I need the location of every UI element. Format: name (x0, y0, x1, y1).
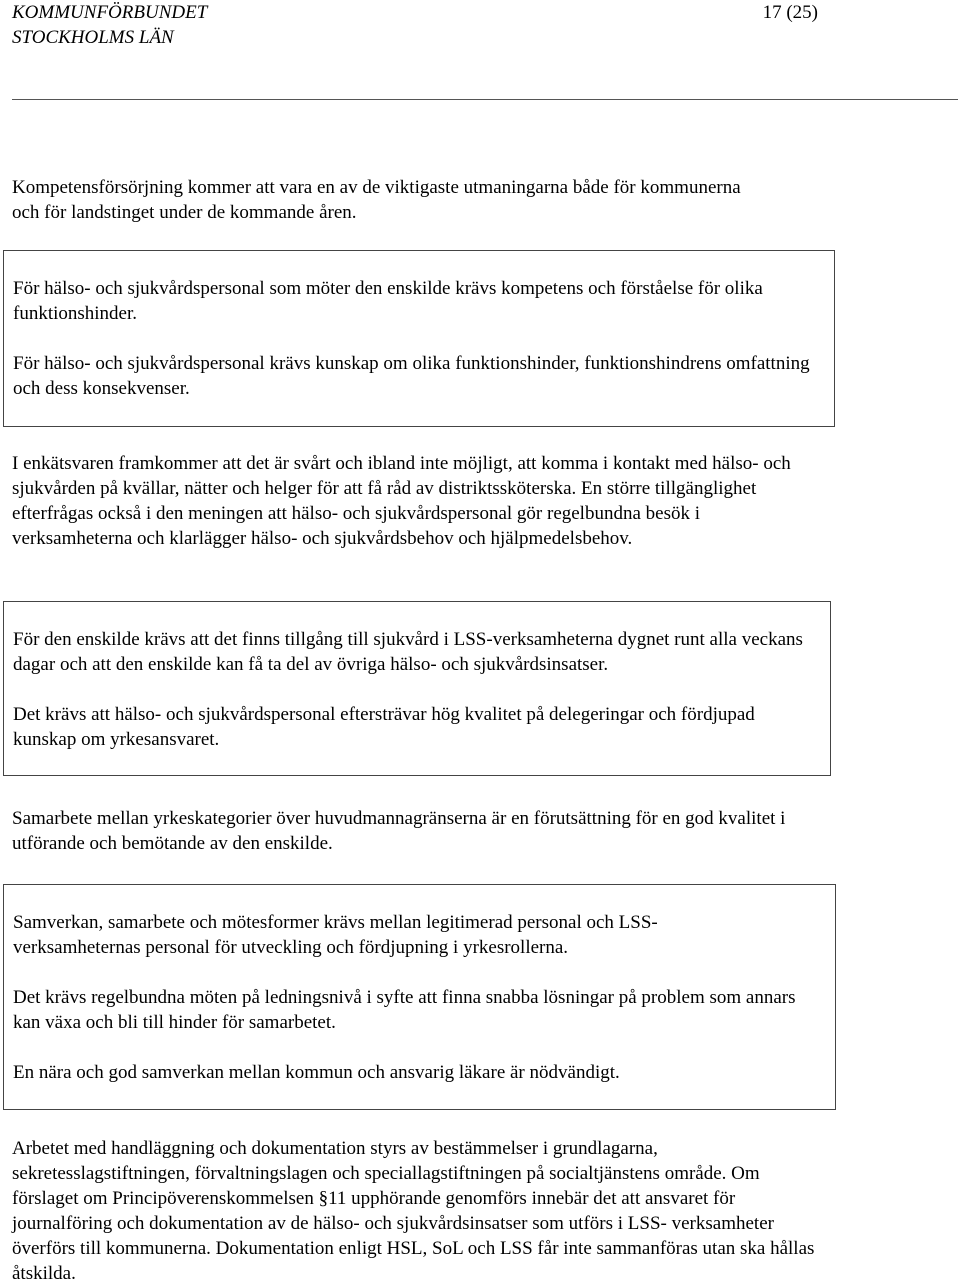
paragraph-survey (12, 451, 812, 551)
paragraph-competence (12, 175, 842, 225)
page-number: 17 (25) (762, 2, 818, 23)
paragraph-text: Samarbete mellan yrkeskategorier över huvudmannagränserna är en förutsättning för en god kvalitet i utförande och bemötande av den enskilde. (12, 808, 786, 854)
paragraph-text: Kompetensförsörjning kommer att vara en av de viktigaste utmaningarna både för kommunerna och för landstinget under de kommande åren. (12, 177, 741, 223)
box-paragraph: För hälso- och sjukvårdspersonal krävs kunskap om olika funktionshinder, funktionshindrens omfattning och dess konsekvenser. (13, 353, 810, 399)
organization-name-line1: KOMMUNFÖRBUNDET (12, 2, 208, 23)
header-divider (12, 99, 958, 100)
paragraph-documentation (12, 1136, 830, 1286)
box-paragraph: En nära och god samverkan mellan kommun och ansvarig läkare är nödvändigt. (13, 1062, 620, 1083)
paragraph-cooperation (12, 806, 822, 856)
paragraph-text: I enkätsvaren framkommer att det är svårt och ibland inte möjligt, att komma i kontakt med hälso- och sjukvården på kvällar, nätter och helger för att få råd av distriktssköterska. En större tillgänglighet efterfrågas också i den meningen att hälso- och sjukvårdspersonal gör regelbundna besök i verksamheterna och klarlägger hälso- och sjukvårdsbehov och hjälpmedelsbehov. (12, 453, 791, 549)
organization-name (12, 0, 207, 50)
paragraph-text: Arbetet med handläggning och dokumentation styrs av bestämmelser i grundlagarna, sekretesslagstiftningen, förvaltningslagen och speciallagstiftningen på socialtjänstens område. Om förslaget om Principöverenskommelsen §11 upphörande genomförs innebär det att ansvaret för journalföring och dokumentation av de hälso- och sjukvårdsinsatser som utförs i LSS- verksamheter överförs till kommunerna. Dokumentation enligt HSL, SoL och LSS får inte sammanföras utan ska hållas åtskilda. (12, 1138, 815, 1284)
highlight-box-healthcare-access (3, 601, 831, 776)
box-paragraph: För hälso- och sjukvårdspersonal som möter den enskilde krävs kompetens och förståelse för olika funktionshinder. (13, 278, 763, 324)
highlight-box-collaboration (3, 884, 836, 1110)
box-paragraph: Samverkan, samarbete och mötesformer krävs mellan legitimerad personal och LSS-verksamheternas personal för utveckling och fördjupning i yrkesrollerna. (13, 912, 658, 958)
box-paragraph: För den enskilde krävs att det finns tillgång till sjukvård i LSS-verksamheterna dygnet runt alla veckans dagar och att den enskilde kan få ta del av övriga hälso- och sjukvårdsinsatser. (13, 629, 803, 675)
box-paragraph: Det krävs regelbundna möten på ledningsnivå i syfte att finna snabba lösningar på problem som annars kan växa och bli till hinder för samarbetet. (13, 987, 796, 1033)
highlight-box-competence (3, 250, 835, 427)
organization-name-line2: STOCKHOLMS LÄN (12, 27, 174, 48)
box-paragraph: Det krävs att hälso- och sjukvårdspersonal eftersträvar hög kvalitet på delegeringar och fördjupad kunskap om yrkesansvaret. (13, 704, 755, 750)
